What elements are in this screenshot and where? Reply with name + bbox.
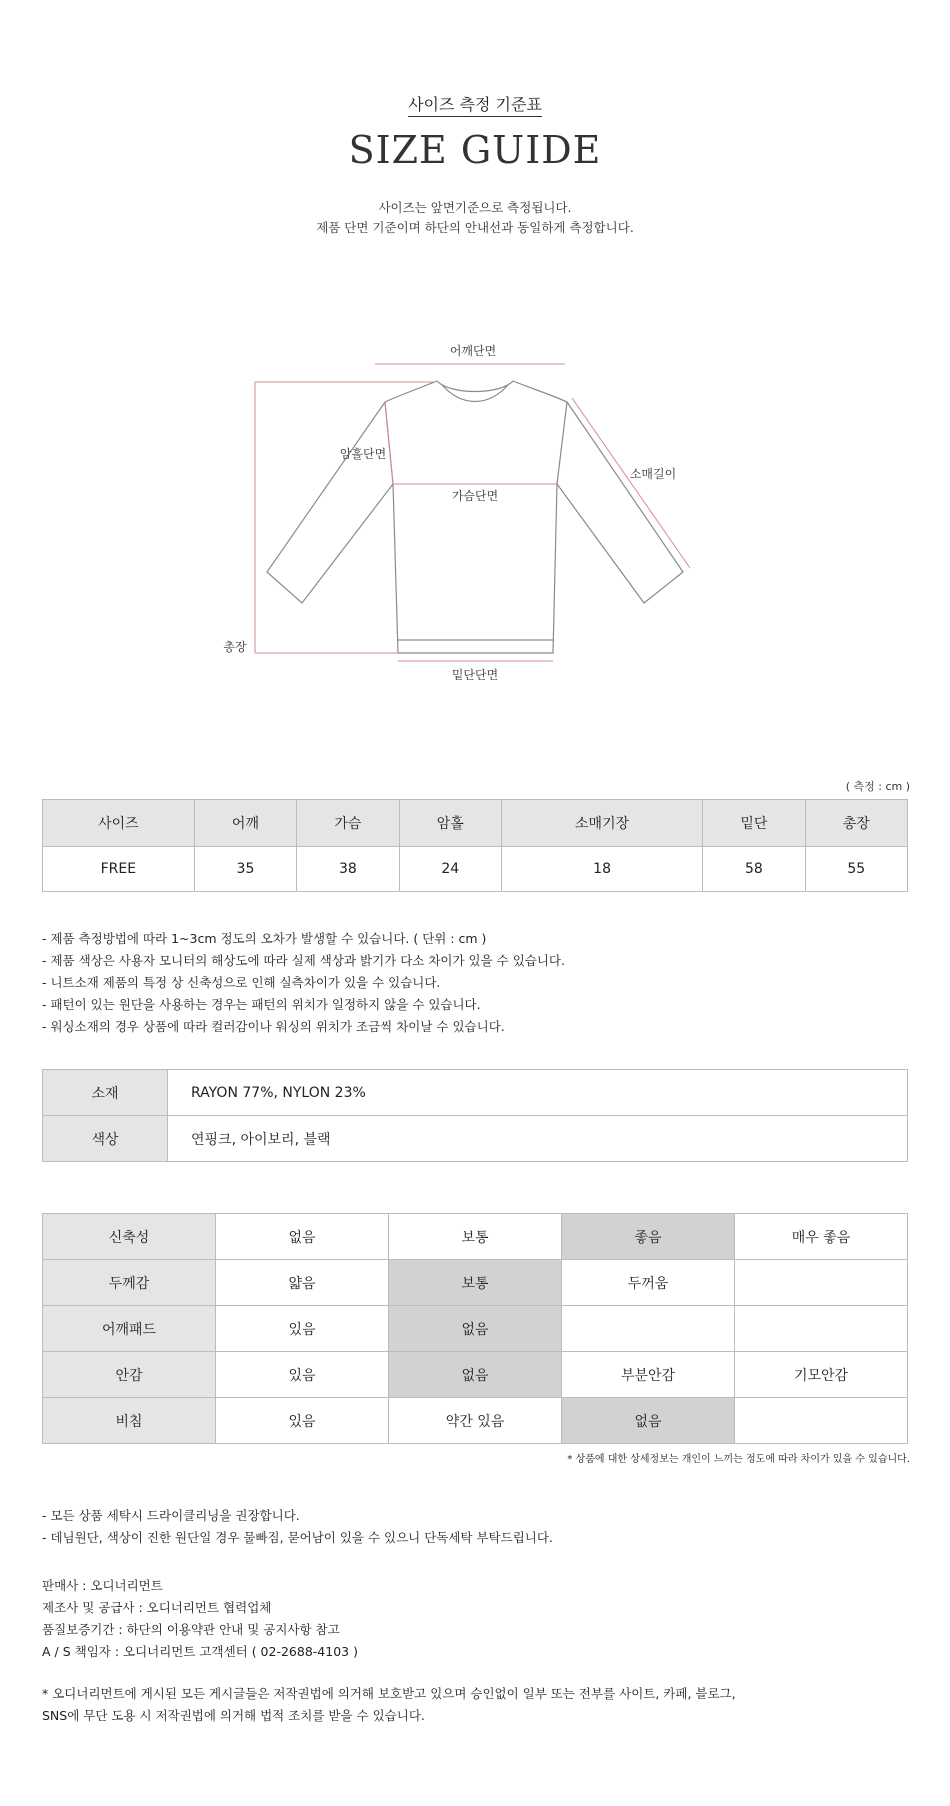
intro-text [0,198,950,238]
header-cell: 사이즈 [43,800,195,847]
table-row [43,1214,908,1260]
property-option: 있음 [216,1306,389,1352]
property-option: 부분안감 [562,1352,735,1398]
page-title: SIZE GUIDE [348,128,602,172]
property-option [562,1306,735,1352]
property-option [735,1398,908,1444]
intro-line: 사이즈는 앞면기준으로 측정됩니다. [378,200,572,215]
intro-line: 제품 단면 기준이며 하단의 안내선과 동일하게 측정합니다. [316,220,634,235]
kr-title: 사이즈 측정 기준표 [0,92,950,115]
copyright-line: * 오디너리먼트에 게시된 모든 게시글들은 저작권법에 의거해 보호받고 있으며 승인없이 일부 또는 전부를 사이트, 카페, 블로그, [42,1686,736,1701]
note-line: - 모든 상품 세탁시 드라이클리닝을 권장합니다. [42,1508,300,1523]
header-cell: 총장 [805,800,907,847]
size-table [42,799,908,892]
header-cell: 암홀 [399,800,501,847]
property-option-selected: 없음 [562,1398,735,1444]
table-cell: 38 [297,847,399,892]
table-row [43,1398,908,1444]
note-line: - 데님원단, 색상이 진한 원단일 경우 물빠짐, 묻어남이 있을 수 있으니 단독세탁 부탁드립니다. [42,1530,553,1545]
property-label: 두께감 [43,1260,216,1306]
armhole-label: 암홀단면 [339,447,387,461]
property-option-selected: 보통 [389,1260,562,1306]
property-option: 두꺼움 [562,1260,735,1306]
property-option: 없음 [216,1214,389,1260]
length-label: 총장 [223,640,247,654]
shirt-outline [267,381,683,653]
table-row [43,847,908,892]
note-line: - 제품 색상은 사용자 모니터의 해상도에 따라 실제 색상과 밝기가 다소 차이가 있을 수 있습니다. [42,953,565,968]
fabric-label: 소재 [43,1070,168,1116]
disclaimer: * 상품에 대한 상세정보는 개인이 느끼는 정도에 따라 차이가 있을 수 있습니다. [567,1454,910,1465]
seller-info [42,1575,358,1663]
size-header-row [43,800,908,847]
table-row [43,1352,908,1398]
table-row [43,1070,908,1116]
table-cell: 55 [805,847,907,892]
sleeve-label: 소매길이 [629,467,677,481]
seller-line: 판매사 : 오디너리먼트 [42,1578,163,1593]
property-option: 얇음 [216,1260,389,1306]
table-row [43,1116,908,1162]
note-line: - 니트소재 제품의 특정 상 신축성으로 인해 실측차이가 있을 수 있습니다. [42,975,441,990]
measure-lines [255,364,690,661]
property-option-selected: 없음 [389,1306,562,1352]
table-cell: 24 [399,847,501,892]
fabric-value: RAYON 77%, NYLON 23% [168,1070,908,1116]
property-label: 신축성 [43,1214,216,1260]
material-table [42,1069,908,1162]
hem-label: 밑단단면 [451,668,499,682]
armhole-line [385,402,393,484]
property-option-selected: 좋음 [562,1214,735,1260]
header-cell: 소매기장 [502,800,703,847]
table-cell: FREE [43,847,195,892]
table-cell: 18 [502,847,703,892]
note-line: - 패턴이 있는 원단을 사용하는 경우는 패턴의 위치가 일정하지 않을 수 있습니다. [42,997,481,1012]
seller-line: 품질보증기간 : 하단의 이용약관 안내 및 공지사항 참고 [42,1622,340,1637]
property-label: 안감 [43,1352,216,1398]
header-cell: 어깨 [194,800,296,847]
note-line: - 제품 측정방법에 따라 1~3cm 정도의 오차가 발생할 수 있습니다. ( 단위 : cm ) [42,931,487,946]
property-option: 약간 있음 [389,1398,562,1444]
table-row [43,1260,908,1306]
table-cell: 58 [703,847,805,892]
property-option: 매우 좋음 [735,1214,908,1260]
property-option: 있음 [216,1398,389,1444]
sleeve-line [572,398,690,568]
copyright-line: SNS에 무단 도용 시 저작권법에 의거해 법적 조치를 받을 수 있습니다. [42,1708,425,1723]
property-option-selected: 없음 [389,1352,562,1398]
color-label: 색상 [43,1116,168,1162]
shoulder-label: 어깨단면 [449,344,497,358]
garment-diagram [0,320,950,700]
care-notes [42,1505,553,1549]
property-label: 어깨패드 [43,1306,216,1352]
chest-label: 가슴단면 [451,489,499,503]
copyright-notice [42,1683,736,1727]
property-option [735,1260,908,1306]
color-value: 연핑크, 아이보리, 블랙 [168,1116,908,1162]
property-option: 기모안감 [735,1352,908,1398]
properties-table [42,1213,908,1444]
header-cell: 밑단 [703,800,805,847]
seller-line: A / S 책임자 : 오디너리먼트 고객센터 ( 02-2688-4103 ) [42,1644,358,1659]
table-row [43,1306,908,1352]
measurement-notes [42,928,565,1038]
property-option: 보통 [389,1214,562,1260]
property-option: 있음 [216,1352,389,1398]
header-cell: 가슴 [297,800,399,847]
seller-line: 제조사 및 공급사 : 오디너리먼트 협력업체 [42,1600,272,1615]
table-cell: 35 [194,847,296,892]
unit-note: ( 측정 : cm ) [845,780,910,793]
property-label: 비침 [43,1398,216,1444]
note-line: - 워싱소재의 경우 상품에 따라 컬러감이나 워싱의 위치가 조금씩 차이날 수 있습니다. [42,1019,505,1034]
property-option [735,1306,908,1352]
